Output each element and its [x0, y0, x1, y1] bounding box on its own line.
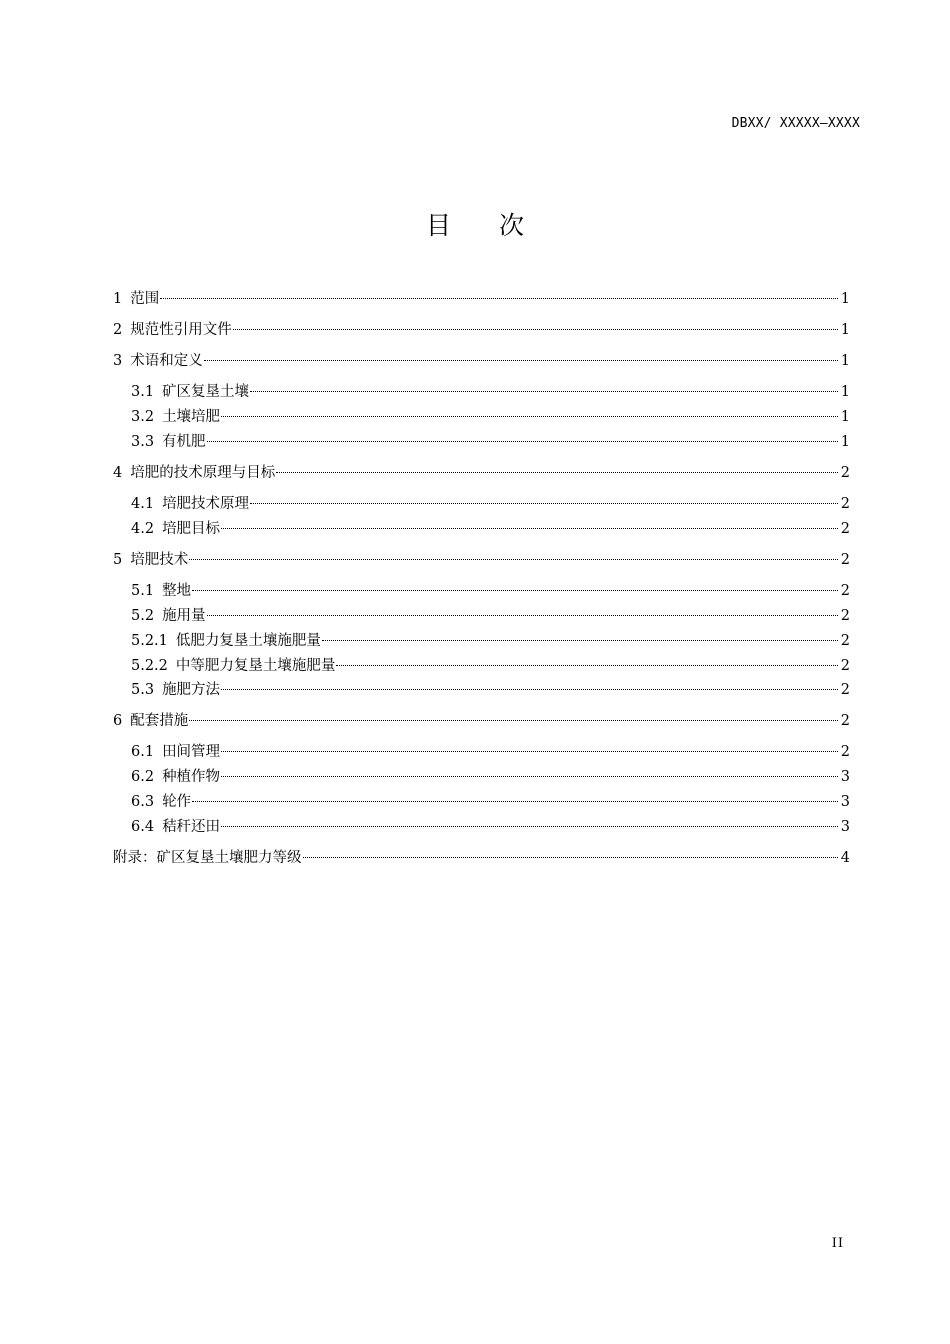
- toc-dot-leader: [322, 640, 838, 641]
- toc-entry-number: 6.4: [131, 819, 155, 835]
- toc-dot-leader: [221, 528, 838, 529]
- toc-entry-number: 3.1: [131, 384, 155, 400]
- toc-entry-title: 规范性引用文件: [130, 322, 232, 338]
- toc-entry-title: 配套措施: [130, 713, 189, 729]
- toc-dot-leader: [221, 689, 838, 690]
- toc-entry-number: 5.2: [131, 608, 155, 624]
- toc-dot-leader: [221, 751, 838, 752]
- toc-entry-number: 3: [113, 353, 123, 369]
- toc-entry-page: 1: [840, 353, 850, 369]
- toc-entry-number: 6.2: [131, 769, 155, 785]
- toc-entry-title: 轮作: [162, 794, 192, 810]
- toc-entry[interactable]: [131, 656, 850, 676]
- toc-entry-number: 5.3: [131, 682, 155, 698]
- toc-dot-leader: [250, 503, 838, 504]
- toc-entry[interactable]: [131, 519, 850, 539]
- toc-entry-title: 培肥技术原理: [162, 496, 250, 512]
- toc-entry-page: 2: [840, 682, 850, 698]
- toc-dot-leader: [160, 298, 838, 299]
- toc-entry-page: 3: [840, 794, 850, 810]
- toc-entry-page: 1: [840, 384, 850, 400]
- toc-entry[interactable]: [113, 289, 850, 309]
- toc-entry-title: 土壤培肥: [162, 409, 221, 425]
- toc-entry-title: 施肥方法: [162, 682, 221, 698]
- toc-entry-page: 2: [840, 713, 850, 729]
- toc-entry[interactable]: [113, 463, 850, 483]
- toc-entry-number: 5.1: [131, 583, 155, 599]
- toc-entry-page: 2: [840, 583, 850, 599]
- toc-entry-page: 1: [840, 409, 850, 425]
- toc-entry-number: 3.2: [131, 409, 155, 425]
- toc-entry-page: 4: [840, 850, 850, 866]
- toc-entry-title: 矿区复垦土壤: [162, 384, 250, 400]
- toc-entry-title: 施用量: [162, 608, 206, 624]
- toc-entry[interactable]: [131, 494, 850, 514]
- toc-entry-title: 培肥目标: [162, 521, 221, 537]
- toc-dot-leader: [250, 391, 838, 392]
- toc-dot-leader: [189, 559, 838, 560]
- toc-entry-number: 6: [113, 713, 123, 729]
- toc-entry-title: 范围: [130, 291, 160, 307]
- toc-entry-number: 4.2: [131, 521, 155, 537]
- toc-entry-title: 低肥力复垦土壤施肥量: [175, 633, 321, 649]
- toc-entry[interactable]: [113, 351, 850, 371]
- toc-entry-page: 1: [840, 322, 850, 338]
- toc-entry-title: 培肥的技术原理与目标: [130, 465, 276, 481]
- toc-entry-page: 2: [840, 658, 850, 674]
- toc-entry[interactable]: [131, 631, 850, 651]
- toc-dot-leader: [189, 720, 838, 721]
- toc-dot-leader: [336, 665, 837, 666]
- toc-entry-number: 5.2.1: [131, 633, 168, 649]
- page-title: 目次: [425, 211, 572, 240]
- toc-dot-leader: [221, 416, 838, 417]
- toc-entry-title: 整地: [162, 583, 192, 599]
- toc-entry-number: 6.3: [131, 794, 155, 810]
- toc-entry[interactable]: [131, 817, 850, 837]
- toc-dot-leader: [303, 857, 838, 858]
- toc-entry[interactable]: [113, 848, 850, 868]
- toc-entry-number: 4.1: [131, 496, 155, 512]
- toc-dot-leader: [207, 615, 838, 616]
- toc-entry-title: 田间管理: [162, 744, 221, 760]
- toc-entry-page: 1: [840, 434, 850, 450]
- toc-entry-number: 3.3: [131, 434, 155, 450]
- toc-entry-page: 3: [840, 819, 850, 835]
- toc-dot-leader: [221, 776, 838, 777]
- toc-entry-page: 2: [840, 744, 850, 760]
- toc-entry[interactable]: [131, 407, 850, 427]
- toc-entry-page: 1: [840, 291, 850, 307]
- toc-entry-number: 4: [113, 465, 123, 481]
- toc-entry-number: 5: [113, 552, 123, 568]
- toc-entry[interactable]: [131, 606, 850, 626]
- toc-entry[interactable]: [131, 792, 850, 812]
- toc-dot-leader: [276, 472, 838, 473]
- toc-dot-leader: [233, 329, 838, 330]
- toc-entry-title: 术语和定义: [130, 353, 203, 369]
- toc-entry[interactable]: [131, 767, 850, 787]
- document-code: DBXX/ XXXXX—XXXX: [731, 116, 860, 131]
- toc-entry-title: 有机肥: [162, 434, 206, 450]
- toc-entry-number: 2: [113, 322, 123, 338]
- toc-entry[interactable]: [113, 550, 850, 570]
- toc-dot-leader: [204, 360, 838, 361]
- toc-entry-page: 3: [840, 769, 850, 785]
- toc-entry[interactable]: [113, 711, 850, 731]
- toc-entry-number: 5.2.2: [131, 658, 168, 674]
- toc-entry[interactable]: [131, 581, 850, 601]
- toc-dot-leader: [221, 826, 838, 827]
- toc-entry-page: 2: [840, 608, 850, 624]
- toc-entry-number: 6.1: [131, 744, 155, 760]
- toc-entry-page: 2: [840, 496, 850, 512]
- page-number: II: [831, 1236, 844, 1251]
- toc-entry-page: 2: [840, 521, 850, 537]
- toc-entry-title: 培肥技术: [130, 552, 189, 568]
- toc-entry-number: 1: [113, 291, 123, 307]
- toc-entry-title: 附录：矿区复垦土壤肥力等级: [113, 850, 302, 866]
- toc-entry-page: 2: [840, 552, 850, 568]
- toc-entry[interactable]: [131, 432, 850, 452]
- toc-dot-leader: [192, 801, 838, 802]
- toc-entry-page: 2: [840, 633, 850, 649]
- toc-entry-title: 中等肥力复垦土壤施肥量: [175, 658, 336, 674]
- toc-entry[interactable]: [131, 680, 850, 700]
- toc-entry-title: 种植作物: [162, 769, 221, 785]
- toc-entry-title: 秸秆还田: [162, 819, 221, 835]
- toc-dot-leader: [192, 590, 838, 591]
- toc-entry[interactable]: [113, 320, 850, 340]
- toc-entry-page: 2: [840, 465, 850, 481]
- toc-dot-leader: [207, 441, 838, 442]
- toc-entry[interactable]: [131, 742, 850, 762]
- toc-entry[interactable]: [131, 382, 850, 402]
